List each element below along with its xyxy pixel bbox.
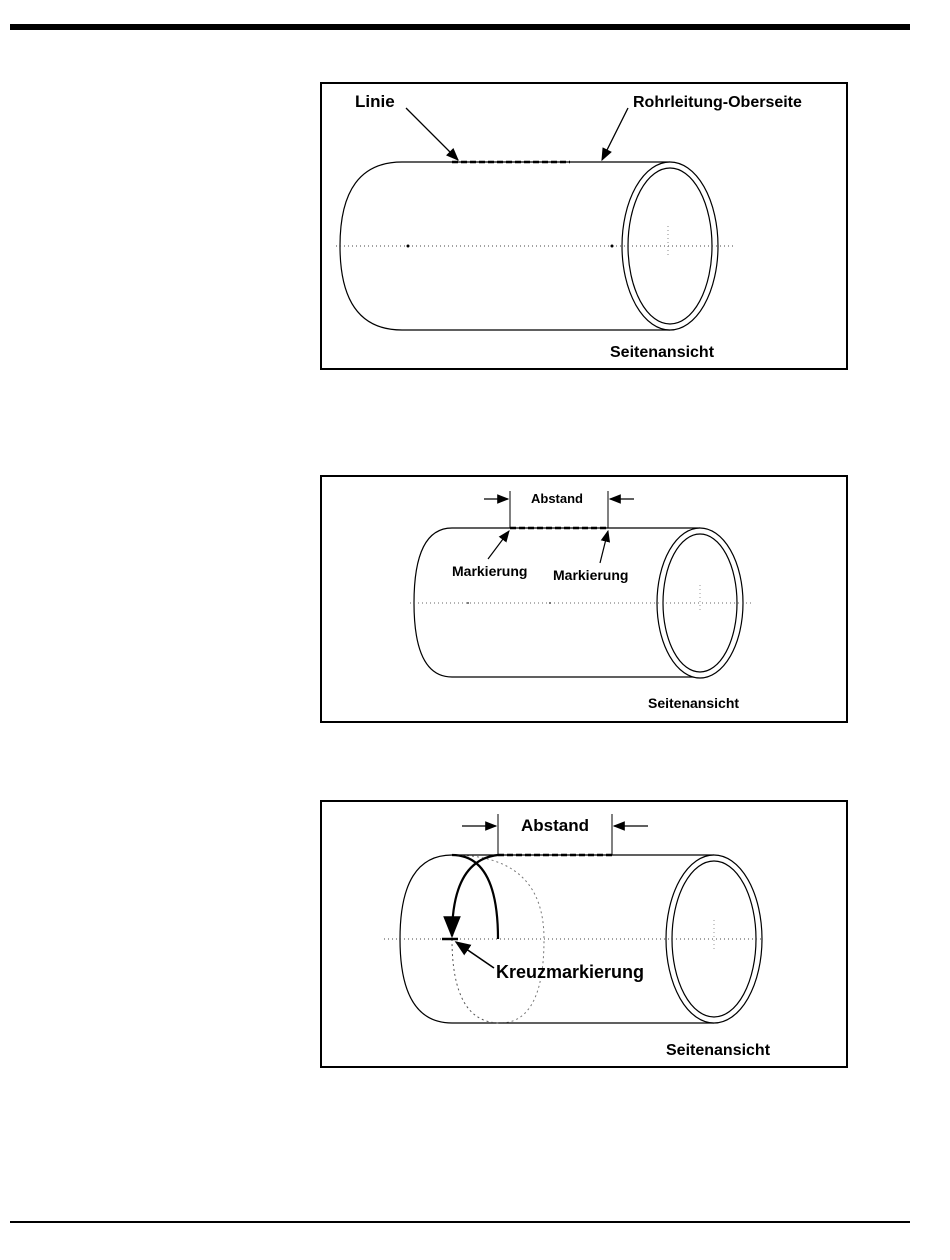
label-cross-mark: Kreuzmarkierung xyxy=(496,962,645,982)
caption-side-view: Seitenansicht xyxy=(610,344,715,361)
circumference-arc xyxy=(452,855,498,939)
arrow-pipe-top xyxy=(602,108,628,160)
arrow-mark-right xyxy=(600,531,608,563)
footer-rule xyxy=(10,1221,910,1223)
header-rule xyxy=(10,24,910,30)
figure-pipe-cross-mark xyxy=(320,800,848,1068)
arrow-linie xyxy=(406,108,458,160)
label-mark-right: Markierung xyxy=(553,567,629,583)
figure-pipe-two-marks xyxy=(320,475,848,723)
pipe-diagram-3 xyxy=(322,802,846,1066)
arrow-cross-mark xyxy=(456,942,494,968)
pipe-diagram-2 xyxy=(322,477,846,721)
label-pipe-top: Rohrleitung-Oberseite xyxy=(633,94,802,111)
figure-pipe-top-line xyxy=(320,82,848,370)
caption-side-view: Seitenansicht xyxy=(666,1042,771,1059)
label-mark-left: Markierung xyxy=(452,563,528,579)
label-linie: Linie xyxy=(355,92,395,111)
arc-arrow xyxy=(452,855,498,936)
pipe-diagram-1 xyxy=(322,84,846,368)
label-distance: Abstand xyxy=(531,491,583,506)
arrow-mark-left xyxy=(488,531,509,559)
label-distance: Abstand xyxy=(521,816,589,835)
caption-side-view: Seitenansicht xyxy=(648,695,740,711)
